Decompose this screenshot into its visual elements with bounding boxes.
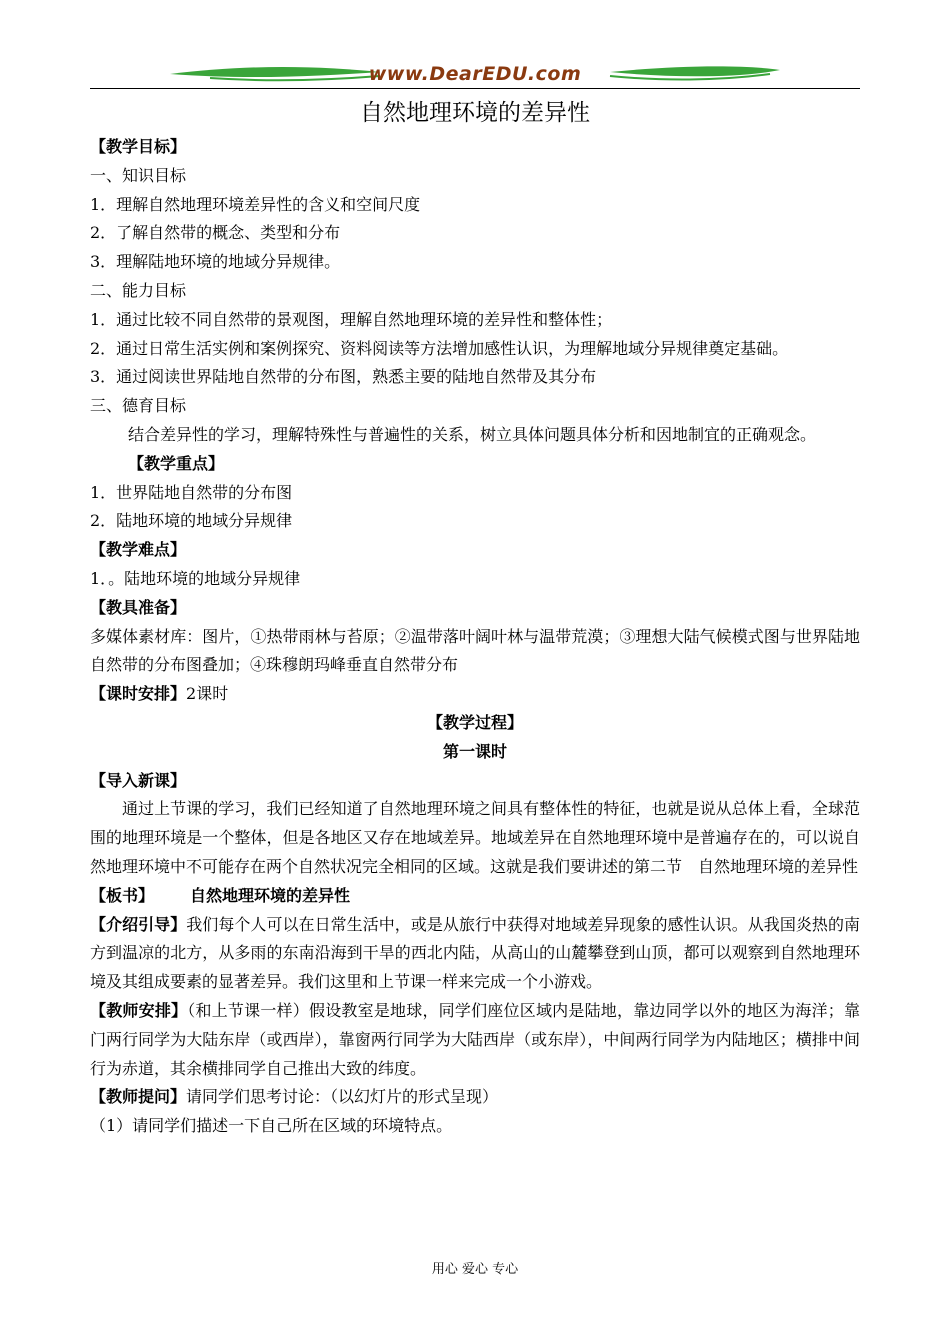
document-body — [90, 133, 860, 1141]
knowledge-item: 2．了解自然带的概念、类型和分布 — [90, 223, 341, 243]
difficulty-heading: 【教学难点】 — [90, 540, 187, 560]
goals-heading: 【教学目标】 — [90, 137, 187, 156]
schedule-line — [90, 680, 860, 709]
difficulty-item: 1．。陆地环境的地域分异规律 — [90, 568, 301, 588]
process-heading: 【教学过程】 — [426, 712, 523, 732]
schedule-label: 【课时安排】 — [90, 684, 187, 704]
question-paragraph — [90, 1083, 860, 1112]
lesson-heading: 第一课时 — [442, 741, 507, 761]
ability-item: 2．通过日常生活实例和案例探究、资料阅读等方法增加感性认识，为理解地域分异规律奠定基础。 — [90, 338, 789, 358]
ability-heading: 二、能力目标 — [90, 280, 187, 300]
board-line — [90, 882, 860, 911]
key-point-item: 1．世界陆地自然带的分布图 — [90, 482, 293, 502]
site-banner — [90, 60, 860, 90]
site-url: www.DearEDU.com — [368, 63, 582, 85]
guide-text: 我们每个人可以在日常生活中，或是从旅行中获得对地域差异现象的感性认识。从我国炎热的南方到温凉的北方，从多雨的东南沿海到干旱的西北内陆，从高山的山麓攀登到山顶，都可以观察到自然地理环境及其组成要素的显著差异。我们这里和上节课一样来完成一个小游戏。 — [90, 914, 860, 992]
page-footer: 用心 爱心 专心 — [431, 1262, 519, 1277]
moral-heading: 三、德育目标 — [90, 396, 187, 416]
question-text: 请同学们思考讨论：（以幻灯片的形式呈现） — [186, 1087, 499, 1107]
question-label: 【教师提问】 — [90, 1087, 187, 1107]
page-title: 自然地理环境的差异性 — [360, 100, 590, 126]
tools-text: 多媒体素材库：图片，①热带雨林与苔原；②温带落叶阔叶林与温带荒漠；③理想大陆气候模式图与世界陆地自然带的分布图叠加；④珠穆朗玛峰垂直自然带分布 — [90, 626, 860, 675]
board-text: 自然地理环境的差异性 — [190, 885, 351, 905]
header-rule — [90, 88, 860, 89]
ability-item: 3．通过阅读世界陆地自然带的分布图，熟悉主要的陆地自然带及其分布 — [90, 367, 597, 387]
knowledge-item: 1．理解自然地理环境差异性的含义和空间尺度 — [90, 194, 421, 214]
question-item: （1）请同学们描述一下自己所在区域的环境特点。 — [90, 1116, 453, 1136]
guide-label: 【介绍引导】 — [90, 914, 187, 934]
board-label: 【板书】 — [90, 885, 155, 905]
arrange-label: 【教师安排】 — [90, 1000, 188, 1020]
moral-text: 结合差异性的学习，理解特殊性与普遍性的关系，树立具体问题具体分析和因地制宜的正确观念。 — [128, 424, 817, 444]
tools-heading: 【教具准备】 — [90, 597, 187, 617]
intro-heading: 【导入新课】 — [90, 770, 187, 790]
knowledge-heading: 一、知识目标 — [90, 165, 187, 185]
ability-item: 1．通过比较不同自然带的景观图，理解自然地理环境的差异性和整体性； — [90, 309, 613, 329]
knowledge-item: 3．理解陆地环境的地域分异规律。 — [90, 252, 341, 272]
schedule-value: 2课时 — [186, 684, 229, 704]
intro-text: 通过上节课的学习，我们已经知道了自然地理环境之间具有整体性的特征，也就是说从总体上看，全球范围的地理环境是一个整体，但是各地区又存在地域差异。地域差异在自然地理环境中是普遍存在的，可以说自然地理环境中不可能存在两个自然状况完全相同的区域。这就是我们要讲述的第二节 自然地理环境的差异性 — [90, 799, 860, 876]
key-point-item: 2．陆地环境的地域分异规律 — [90, 511, 293, 531]
key-points-heading: 【教学重点】 — [128, 453, 225, 473]
guide-paragraph — [90, 911, 860, 997]
arrange-paragraph — [90, 997, 860, 1083]
arrange-text: （和上节课一样）假设教室是地球，同学们座位区域内是陆地，靠边同学以外的地区为海洋；靠门两行同学为大陆东岸（或西岸），靠窗两行同学为大陆西岸（或东岸），中间两行同学为内陆地区；横排中间行为赤道，其余横排同学自己推出大致的纬度。 — [90, 1000, 860, 1078]
